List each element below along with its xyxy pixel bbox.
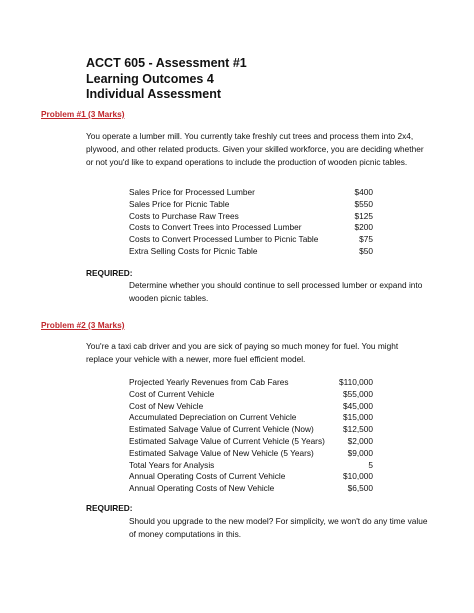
table-row (129, 187, 373, 199)
row-label: Extra Selling Costs for Picnic Table (129, 245, 258, 256)
assessment-type-title: Individual Assessment (86, 87, 221, 101)
table-row (129, 412, 373, 424)
row-value: $2,000 (347, 435, 373, 446)
table-row (129, 471, 373, 483)
row-label: Accumulated Depreciation on Current Vehicle (129, 412, 297, 423)
table-row (129, 448, 373, 460)
row-value: $15,000 (343, 412, 373, 423)
table-row (129, 222, 373, 234)
row-value: $12,500 (343, 424, 373, 435)
row-value: 5 (368, 459, 373, 470)
row-value: $6,500 (347, 483, 373, 494)
row-value: $10,000 (343, 471, 373, 482)
learning-outcomes-title: Learning Outcomes 4 (86, 71, 214, 86)
row-value: $55,000 (343, 388, 373, 399)
row-label: Sales Price for Processed Lumber (129, 187, 255, 197)
problem-1-intro: You operate a lumber mill. You currently take freshly cut trees and process them into 2x4, plywood, and other related products. Given your skilled workforce, you are deciding whether or not you'd like to expand operations to include the production of wooden picnic tables. (86, 131, 424, 167)
row-label: Estimated Salvage Value of Current Vehicle (Now) (129, 424, 314, 435)
problem-2-required-text: Should you upgrade to the new model? For simplicity, we won't do any time value of money computations in this. (129, 516, 428, 539)
table-row (129, 199, 373, 211)
row-label: Costs to Convert Trees into Processed Lumber (129, 222, 302, 233)
row-value: $125 (354, 210, 373, 221)
row-label: Estimated Salvage Value of New Vehicle (5 Years) (129, 447, 314, 458)
row-label: Projected Yearly Revenues from Cab Fares (129, 377, 289, 387)
row-value: $110,000 (339, 377, 373, 387)
row-label: Total Years for Analysis (129, 459, 215, 470)
row-label: Estimated Salvage Value of Current Vehicle (5 Years) (129, 435, 325, 446)
problem-1-required-label: REQUIRED: (86, 268, 133, 278)
table-row (129, 424, 373, 436)
problem-1-heading: Problem #1 (3 Marks) (41, 109, 125, 119)
problem-1-required-text: Determine whether you should continue to sell processed lumber or expand into wooden picnic tables. (129, 280, 423, 303)
table-row (129, 389, 373, 401)
course-title: ACCT 605 - Assessment #1 (86, 56, 247, 70)
table-row (129, 483, 373, 495)
table-row (129, 211, 373, 223)
row-value: $200 (354, 222, 373, 233)
table-row (129, 377, 373, 389)
document-title (86, 56, 247, 103)
row-value: $400 (354, 187, 373, 197)
problem-2-required-label: REQUIRED: (86, 503, 133, 513)
table-row (129, 246, 373, 258)
row-label: Cost of Current Vehicle (129, 388, 215, 399)
problem-2-intro: You're a taxi cab driver and you are sick of paying so much money for fuel. You might replace your vehicle with a newer, more fuel efficient model. (86, 341, 399, 364)
row-label: Annual Operating Costs of New Vehicle (129, 483, 275, 494)
problem-2-heading: Problem #2 (3 Marks) (41, 320, 125, 330)
problem-1-table (129, 187, 373, 258)
row-label: Costs to Purchase Raw Trees (129, 210, 239, 221)
table-row (129, 401, 373, 413)
row-value: $9,000 (347, 447, 373, 458)
table-row (129, 460, 373, 472)
problem-2-table (129, 377, 373, 495)
row-label: Costs to Convert Processed Lumber to Picnic Table (129, 234, 319, 245)
table-row (129, 436, 373, 448)
row-label: Cost of New Vehicle (129, 400, 204, 411)
row-value: $75 (359, 234, 373, 245)
row-label: Sales Price for Picnic Table (129, 198, 230, 209)
row-value: $45,000 (343, 400, 373, 411)
row-value: $50 (359, 245, 373, 256)
row-value: $550 (354, 198, 373, 209)
row-label: Annual Operating Costs of Current Vehicle (129, 471, 286, 482)
table-row (129, 234, 373, 246)
